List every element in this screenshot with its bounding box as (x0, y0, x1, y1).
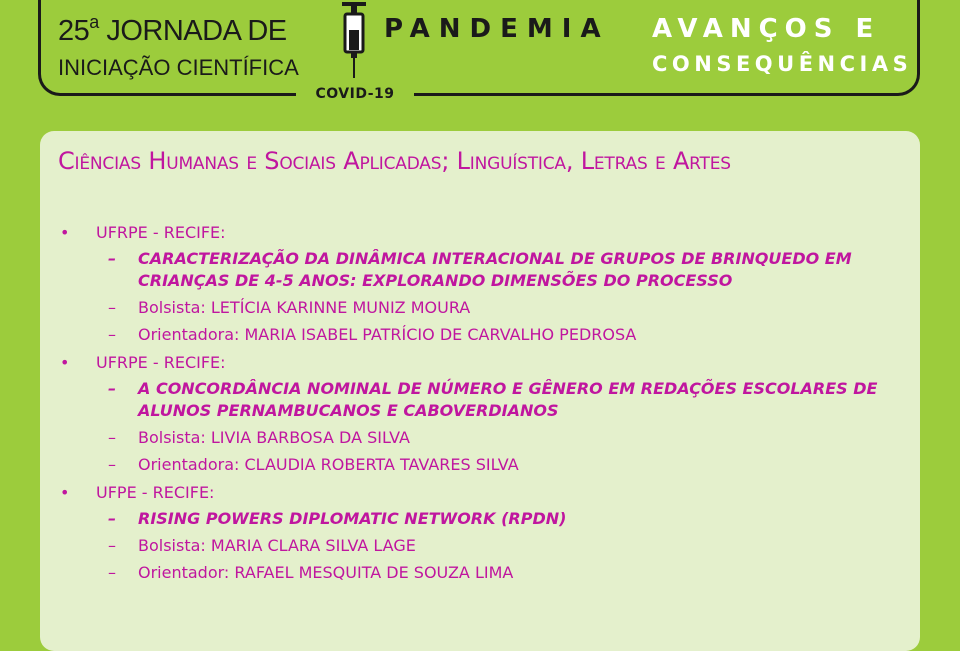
bolsista (96, 535, 918, 557)
pandemia-title: PANDEMIA (384, 14, 610, 44)
avancos-title: AVANÇOS E (652, 14, 881, 44)
iniciacao-cientifica: INICIAÇÃO CIENTÍFICA (58, 55, 299, 80)
bullet-icon: • (60, 353, 70, 372)
bullet-icon: • (60, 223, 70, 242)
dash-icon: – (108, 249, 116, 268)
orientador (96, 324, 918, 346)
orientador-name: MARIA ISABEL PATRÍCIO DE CARVALHO PEDROSA (244, 325, 637, 344)
bolsista-name: MARIA CLARA SILVA LAGE (210, 536, 416, 555)
bolsista-name: LETÍCIA KARINNE MUNIZ MOURA (210, 298, 471, 317)
dash-icon: – (108, 325, 116, 344)
project-title-text: A CONCORDÂNCIA NOMINAL DE NÚMERO E GÊNERO EM REDAÇÕES ESCOLARES DE ALUNOS PERNAMBUCANOS E CABOVERDIANOS (138, 379, 878, 420)
project-details (96, 508, 918, 584)
bolsista (96, 297, 918, 319)
project-item (58, 352, 918, 476)
syringe-icon (339, 0, 369, 80)
project-title (96, 248, 918, 292)
project-title (96, 378, 918, 422)
project-details (96, 378, 918, 476)
edition-sup: a (89, 12, 99, 32)
bolsista-label: Bolsista: (138, 536, 211, 555)
orientador-name: CLAUDIA ROBERTA TAVARES SILVA (244, 455, 519, 474)
dash-icon: – (108, 536, 116, 555)
project-item (58, 482, 918, 584)
section-title: Ciências Humanas e Sociais Aplicadas; Linguística, Letras e Artes (58, 147, 731, 175)
dash-icon: – (108, 509, 116, 528)
orientador-label: Orientadora: (138, 455, 245, 474)
project-details (96, 248, 918, 346)
project-title (96, 508, 918, 530)
institution: UFRPE - RECIFE: (96, 223, 226, 242)
bolsista-label: Bolsista: (138, 298, 211, 317)
orientador (96, 562, 918, 584)
jornada-text: JORNADA DE (98, 15, 287, 47)
project-item (58, 222, 918, 346)
orientador-name: RAFAEL MESQUITA DE SOUZA LIMA (234, 563, 514, 582)
institution: UFPE - RECIFE: (96, 483, 215, 502)
bullet-icon: • (60, 483, 70, 502)
covid-label: COVID-19 (315, 86, 395, 102)
edition-number: 25 (58, 15, 90, 47)
orientador (96, 454, 918, 476)
project-title-text: RISING POWERS DIPLOMATIC NETWORK (RPDN) (138, 509, 567, 528)
bolsista-label: Bolsista: (138, 428, 211, 447)
bolsista (96, 427, 918, 449)
dash-icon: – (108, 563, 116, 582)
dash-icon: – (108, 428, 116, 447)
dash-icon: – (108, 455, 116, 474)
project-title-text: CARACTERIZAÇÃO DA DINÂMICA INTERACIONAL DE GRUPOS DE BRINQUEDO EM CRIANÇAS DE 4-5 ANOS: EXPLORANDO DIMENSÕES DO PROCESSO (138, 249, 852, 290)
institution: UFRPE - RECIFE: (96, 353, 226, 372)
dash-icon: – (108, 379, 116, 398)
bolsista-name: LIVIA BARBOSA DA SILVA (210, 428, 410, 447)
jornada-title (58, 12, 287, 48)
orientador-label: Orientador: (138, 563, 235, 582)
project-list (58, 222, 918, 590)
orientador-label: Orientadora: (138, 325, 245, 344)
dash-icon: – (108, 298, 116, 317)
consequencias-title: CONSEQUÊNCIAS (652, 52, 913, 76)
